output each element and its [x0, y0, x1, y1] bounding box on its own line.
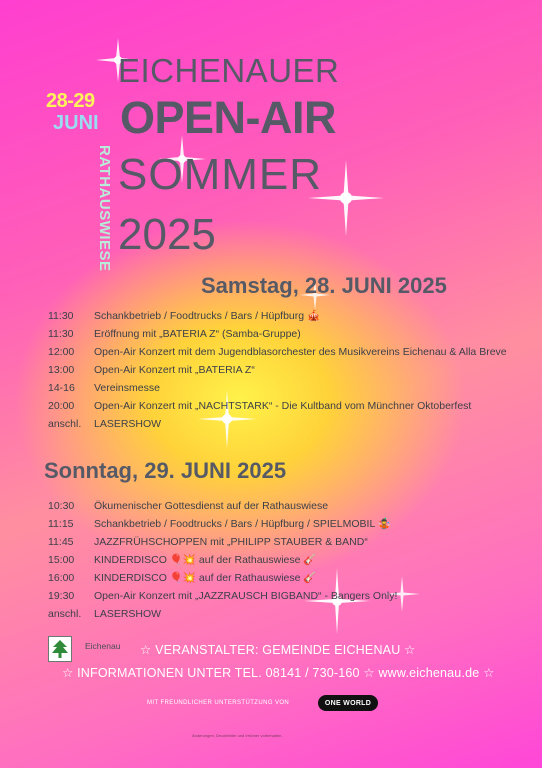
schedule-text: Vereinsmesse [94, 382, 160, 394]
municipality-logo-label: Eichenau [85, 641, 121, 651]
schedule-text: Eröffnung mit „BATERIA Z“ (Samba-Gruppe) [94, 328, 301, 340]
schedule-time: 11:15 [48, 518, 74, 530]
schedule-time: 13:00 [48, 364, 75, 376]
schedule-time: 15:00 [48, 554, 75, 566]
schedule-row [48, 328, 524, 341]
schedule-row [48, 364, 524, 377]
schedule-text: Open-Air Konzert mit „JAZZRAUSCH BIGBAND“ - Bangers Only! [94, 590, 398, 602]
schedule-time: 11:30 [48, 328, 74, 340]
schedule-time: anschl. [48, 418, 82, 430]
schedule-time: 11:45 [48, 536, 74, 548]
title-line-3: SOMMER [118, 150, 322, 199]
title-line-2: OPEN-AIR [120, 92, 337, 143]
schedule-time: 10:30 [48, 500, 75, 512]
sponsor-logo: ONE WORLD [318, 695, 378, 711]
venue-label: RATHAUSWIESE [96, 145, 113, 272]
schedule-time: 20:00 [48, 400, 75, 412]
schedule-row [48, 518, 524, 531]
schedule-time: 12:00 [48, 346, 75, 358]
schedule-text: JAZZFRÜHSCHOPPEN mit „PHILIPP STAUBER & BAND“ [94, 536, 368, 548]
municipality-logo-icon [48, 636, 72, 662]
fine-print: Änderungen, Druckfehler und Irrtümer vorbehalten. [192, 733, 283, 738]
schedule-text: Ökumenischer Gottesdienst auf der Rathauswiese [94, 500, 329, 512]
schedule-row [48, 310, 524, 323]
support-line: MIT FREUNDLICHER UNTERSTÜTZUNG VON [147, 700, 290, 706]
schedule-text: KINDERDISCO 🎈💥 auf der Rathauswiese 🎸 [94, 572, 317, 584]
schedule-row [48, 572, 524, 585]
schedule-row [48, 346, 524, 359]
date-range: 28-29 [46, 90, 95, 112]
schedule-row [48, 500, 524, 513]
title-line-1: EICHENAUER [118, 52, 340, 89]
saturday-heading: Samstag, 28. JUNI 2025 [201, 273, 447, 298]
schedule-text: Open-Air Konzert mit „NACHTSTARK“ - Die Kultband vom Münchner Oktoberfest [94, 400, 472, 412]
event-dates [46, 90, 112, 134]
schedule-row [48, 590, 524, 603]
schedule-text: KINDERDISCO 🎈💥 auf der Rathauswiese 🎸 [94, 554, 317, 566]
sunday-schedule [48, 500, 524, 626]
schedule-row [48, 382, 524, 395]
schedule-row [48, 418, 524, 431]
schedule-row [48, 536, 524, 549]
schedule-time: 14-16 [48, 382, 75, 394]
month-label: JUNI [53, 112, 99, 134]
schedule-text: Schankbetrieb / Foodtrucks / Bars / Hüpfburg / SPIELMOBIL 🤹 [94, 518, 391, 530]
schedule-text: Open-Air Konzert mit dem Jugendblasorchester des Musikvereins Eichenau & Alla Breve [94, 346, 507, 358]
saturday-schedule [48, 310, 524, 436]
title-line-4: 2025 [118, 210, 216, 259]
schedule-text: LASERSHOW [94, 418, 162, 430]
schedule-text: LASERSHOW [94, 608, 162, 620]
schedule-time: 16:00 [48, 572, 75, 584]
sunday-heading: Sonntag, 29. JUNI 2025 [44, 458, 287, 483]
schedule-time: anschl. [48, 608, 82, 620]
schedule-row [48, 608, 524, 621]
schedule-text: Schankbetrieb / Foodtrucks / Bars / Hüpfburg 🎪 [94, 310, 321, 322]
schedule-row [48, 554, 524, 567]
schedule-row [48, 400, 524, 413]
info-line: ☆ INFORMATIONEN UNTER TEL. 08141 / 730-160 ☆ www.eichenau.de ☆ [62, 666, 495, 680]
organizer-line: ☆ VERANSTALTER: GEMEINDE EICHENAU ☆ [140, 643, 416, 657]
schedule-time: 19:30 [48, 590, 75, 602]
schedule-time: 11:30 [48, 310, 74, 322]
schedule-text: Open-Air Konzert mit „BATERIA Z“ [94, 364, 255, 376]
